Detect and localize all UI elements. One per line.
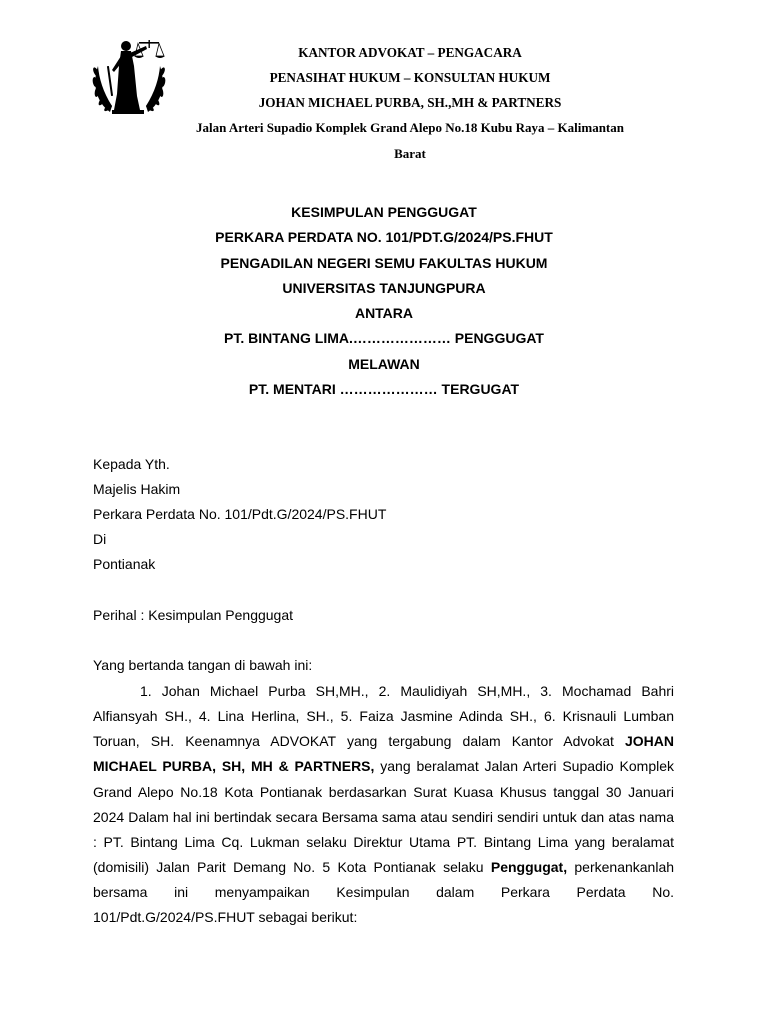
between-line: ANTARA: [354, 305, 414, 322]
addressee-line: Pontianak: [93, 556, 156, 572]
plaintiff-line: PT. BINTANG LIMA.………………… PENGGUGAT: [224, 330, 544, 347]
firm-services-line: PENASIHAT HUKUM – KONSULTAN HUKUM: [269, 70, 551, 85]
addressee-block: [93, 452, 693, 577]
firm-address-line-2: Barat: [394, 146, 426, 161]
subject-line: Perihal : Kesimpulan Penggugat: [93, 607, 294, 623]
firm-name-bold: JOHAN MICHAEL PURBA, SH, MH & PARTNERS,: [93, 733, 675, 775]
addressee-line: Perkara Perdata No. 101/Pdt.G/2024/PS.FHUT: [93, 506, 387, 522]
body-paragraph: [93, 679, 674, 931]
defendant-line: PT. MENTARI ………………… TERGUGAT: [248, 381, 520, 398]
intro-line: Yang bertanda tangan di bawah ini:: [93, 657, 313, 673]
body-text-part: yang beralamat Jalan Arteri Supadio Komplek Grand Alepo No.18 Kota Pontianak berdasarkan Surat Kuasa Khusus tanggal 30 Januari 2024 Dalam hal ini bertindak secara Bersama sama atau sendiri sendiri untuk dan atas nama : PT. Bintang Lima Cq. Lukman selaku Direktur Utama PT. Bintang Lima yang beralamat (domisili) Jalan Parit Demang No. 5 Kota Pontianak selaku: [93, 758, 675, 876]
university-line: UNIVERSITAS TANJUNGPURA: [282, 279, 486, 296]
letterhead: [150, 40, 670, 167]
versus-line: MELAWAN: [348, 355, 420, 372]
addressee-line: Kepada Yth.: [93, 456, 170, 472]
document-title: [0, 200, 768, 402]
body-text-part: 1. Johan Michael Purba SH,MH., 2. Maulidiyah SH,MH., 3. Mochamad Bahri Alfiansyah SH., 4. Lina Herlina, SH., 5. Faiza Jasmine Adinda SH., 6. Krisnauli Lumban Toruan, SH. Keenamnya ADVOKAT yang tergabung dalam Kantor Advokat: [93, 683, 674, 750]
body-text-part: perkenankanlah bersama ini menyampaikan Kesimpulan dalam Perkara Perdata No. 101/Pdt.G/2024/PS.FHUT sebagai berikut:: [93, 859, 675, 926]
court-line: PENGADILAN NEGERI SEMU FAKULTAS HUKUM: [220, 254, 548, 271]
firm-address-line: Jalan Arteri Supadio Komplek Grand Alepo No.18 Kubu Raya – Kalimantan: [196, 120, 624, 135]
addressee-line: Di: [93, 531, 107, 547]
firm-name-line: JOHAN MICHAEL PURBA, SH.,MH & PARTNERS: [258, 95, 562, 110]
case-number-line: PERKARA PERDATA NO. 101/PDT.G/2024/PS.FHUT: [215, 229, 553, 246]
plaintiff-role-bold: Penggugat,: [490, 859, 568, 876]
firm-type-line: KANTOR ADVOKAT – PENGACARA: [298, 45, 522, 60]
title-line: KESIMPULAN PENGGUGAT: [291, 204, 477, 220]
addressee-line: Majelis Hakim: [93, 481, 181, 497]
